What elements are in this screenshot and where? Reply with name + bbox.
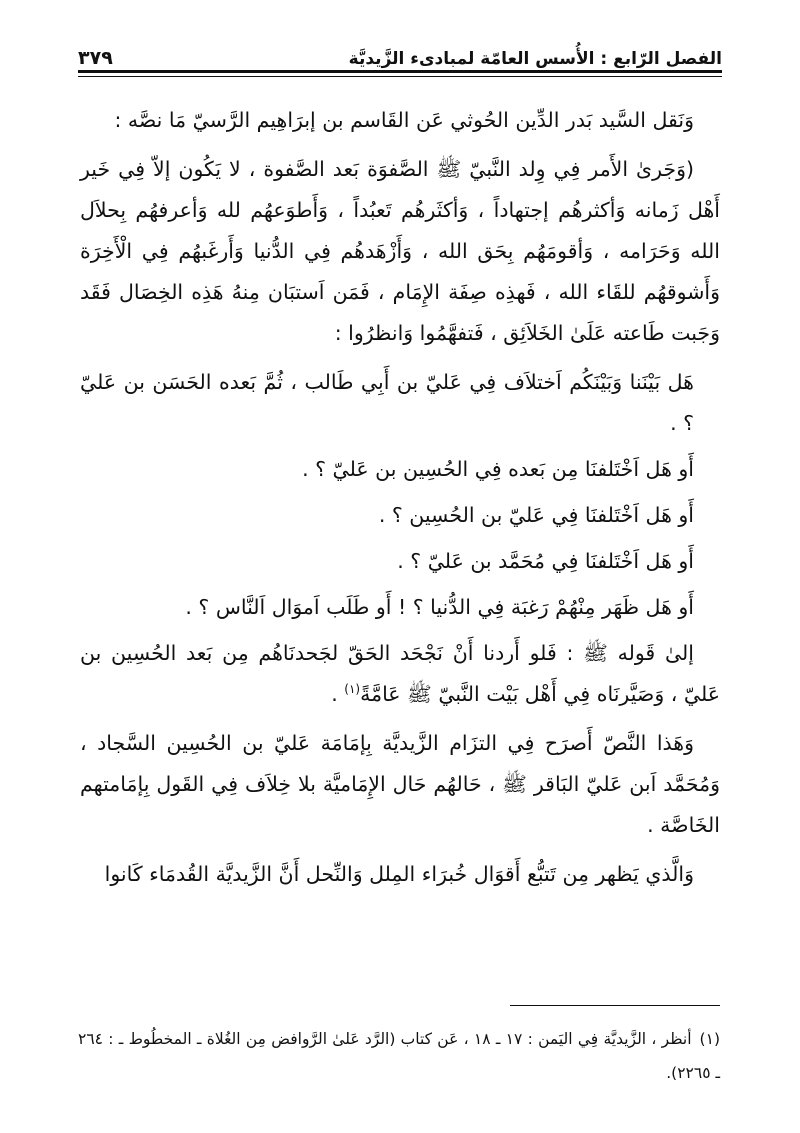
question-list	[80, 362, 720, 628]
quote-end-text: إلىٰ قَوله ﷺ : فَلو أَردنا أَنْ نَجْحَد الحَقّ لجَحدنَاهُم مِن بَعد الحُسِين بن عَليّ ، وَصَيَّرنَاه فِي أَهْل بَيْت النَّبيّ ﷺ عَامَّةً	[80, 641, 720, 706]
footnote-text: أنظر ، الزَّيديَّة فِي اليَمن : ١٧ ـ ١٨ ، عَن كتاب (الرَّد عَلىٰ الرَّوافض مِن الغُلاة ـ المخطُوط ـ : ٢٦٤ ـ ٢٢٦٥).	[78, 1030, 720, 1082]
running-header	[78, 36, 722, 68]
footnote-separator	[510, 1005, 720, 1006]
commentary-paragraph: وَهَذا النَّصّ أَصرَح فِي التزَام الزَّيديَّة بِإمَامَة عَليّ بن الحُسِين السَّجاد ، وَمُحَمَّد اَبن عَليّ البَاقر ﷺ ، حَالهُم حَال الإِمَاميَّة بلا خِلاَف فِي القَول بِإمَامتهم الخَاصَّة .	[80, 731, 720, 837]
footnotes	[78, 1022, 720, 1090]
footnote-number: (١)	[699, 1030, 720, 1048]
header-rule-thin	[78, 76, 722, 77]
continuation-paragraph: وَالَّذي يَظهر مِن تَتبُّع أَقوَال خُبرَاء المِلل وَالنِّحل أَنَّ الزَّيديَّة القُدمَاء كَانوا	[104, 862, 694, 886]
footnote-item	[78, 1022, 720, 1090]
header-rule	[78, 70, 722, 73]
page-number: ٣٧٩	[78, 47, 113, 69]
question-item: أَو هَل اَخْتَلفنَا مِن بَعده فِي الحُسِين بن عَليّ ؟ .	[302, 457, 694, 481]
question-item: أَو هَل اَخْتَلفنَا فِي مُحَمَّد بن عَليّ ؟ .	[397, 549, 694, 573]
question-item: أَو هَل اَخْتَلفنَا فِي عَليّ بن الحُسِين ؟ .	[378, 503, 694, 527]
question-item: أَو هَل ظَهَر مِنْهُمْ رَغبَة فِي الدُّنيا ؟ ! أَو طَلَب اَموَال اَلنَّاس ؟ .	[185, 595, 694, 619]
question-item: هَل بَيْنَنا وَبَيْنَكُم اَختلاَف فِي عَليّ بن أَبِي طَالب ، ثُمَّ بَعده الحَسَن بن عَليّ ؟ .	[80, 370, 694, 435]
main-text	[80, 100, 720, 903]
quote-paragraph: (وَجَرىٰ الأَمر فِي وِلد النَّبيّ ﷺ الصَّفوَة بَعد الصَّفوة ، لا يَكُون إلاّ فِي خَير أَهْل زَمانه وَأكثرهُم إجتهاداً ، وَأكثَرهُم تَعبُداً ، وَأَطوَعهُم لله وَأعرفهُم بِحلاَل الله وَحَرَامه ، وَأقومَهُم بِحَق الله ، وَأَزْهَدهُم فِي الدُّنيا وَأَرغَبهُم فِي الْأَخِرَة وَأَشوقهُم للقَاء الله ، فَهذِه صِفَة الإِمَام ، فَمَن اَستبَان مِنهُ هَذِه الخِصَال فَقَد وَجَبت طَاعته عَلَىٰ الخَلاَئِق ، فَتفهَّمُوا وَانظرُوا :	[80, 157, 720, 345]
footnote-reference[interactable]: (١)	[344, 682, 361, 697]
chapter-title: الفصل الرّابع : الأُسس العامّة لمبادىء الزَّيديَّة	[348, 49, 722, 69]
quote-end-paragraph	[80, 633, 720, 715]
intro-paragraph: وَنَقل السَّيد بَدر الدِّين الحُوثي عَن القَاسم بن إبرَاهِيم الرَّسيّ مَا نصَّه :	[114, 108, 694, 132]
quote-end-tail: .	[331, 682, 345, 706]
